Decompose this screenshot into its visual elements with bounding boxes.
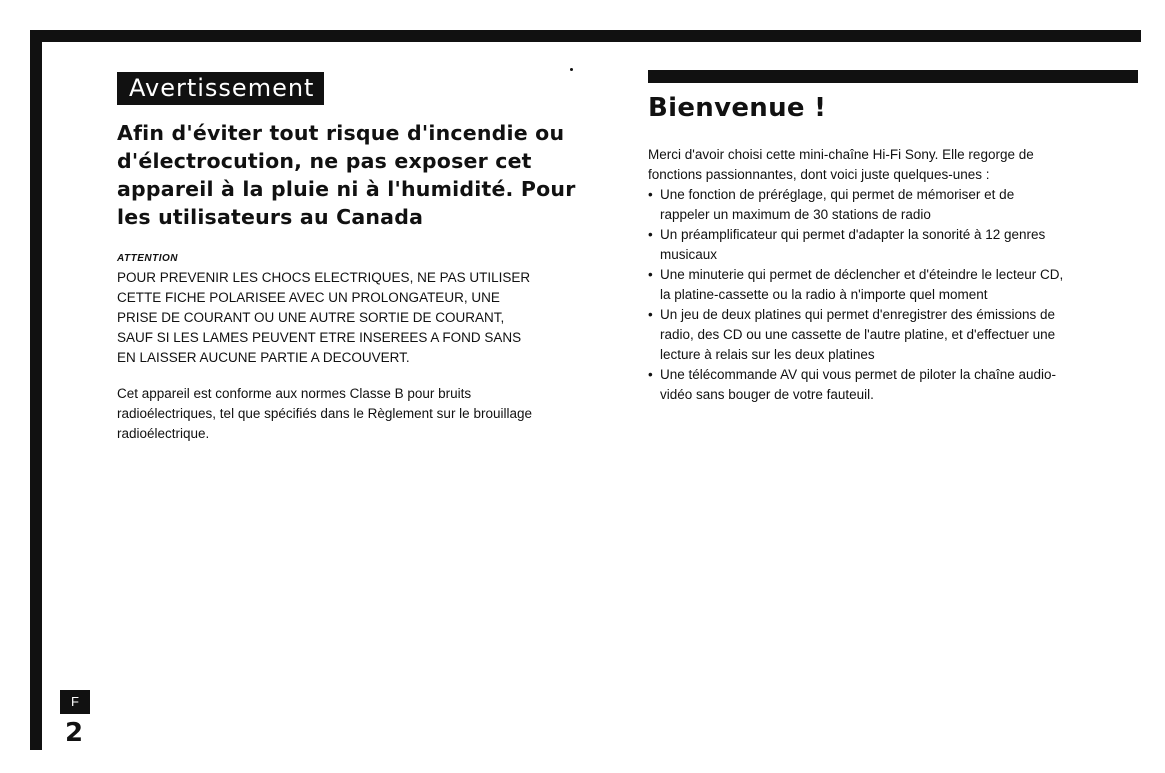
attention-line: SAUF SI LES LAMES PEUVENT ETRE INSEREES A FOND SANS: [117, 330, 522, 345]
attention-line: EN LAISSER AUCUNE PARTIE A DECOUVERT.: [117, 350, 410, 365]
print-speck: [570, 68, 573, 71]
feature-line: Une minuterie qui permet de déclencher et d'éteindre le lecteur CD,: [660, 267, 1064, 282]
intro-line: fonctions passionnantes, dont voici juste quelques-unes :: [648, 167, 990, 182]
feature-line: radio, des CD ou une cassette de l'autre platine, et d'effectuer une: [660, 327, 1056, 342]
attention-line: PRISE DE COURANT OU UNE AUTRE SORTIE DE COURANT,: [117, 310, 505, 325]
feature-line: musicaux: [660, 247, 718, 262]
language-tab: F: [60, 690, 90, 714]
compliance-line: radioélectriques, tel que spécifiés dans le Règlement sur le brouillage: [117, 406, 532, 421]
bullet-icon: •: [648, 307, 653, 322]
bullet-icon: •: [648, 367, 653, 382]
section-label-avertissement: Avertissement: [117, 72, 324, 105]
bullet-icon: •: [648, 227, 653, 242]
feature-list: [648, 185, 1138, 405]
feature-item: [648, 365, 1138, 405]
welcome-header-bar: [648, 70, 1138, 83]
compliance-line: Cet appareil est conforme aux normes Classe B pour bruits: [117, 386, 472, 401]
feature-item: [648, 305, 1138, 365]
intro-line: Merci d'avoir choisi cette mini-chaîne Hi-Fi Sony. Elle regorge de: [648, 147, 1034, 162]
attention-text: [117, 268, 607, 368]
welcome-intro: [648, 145, 1138, 185]
warning-heading: [117, 119, 607, 231]
bullet-icon: •: [648, 187, 653, 202]
feature-line: rappeler un maximum de 30 stations de radio: [660, 207, 931, 222]
feature-item: [648, 185, 1138, 225]
feature-line: la platine-cassette ou la radio à n'importe quel moment: [660, 287, 988, 302]
warning-heading-line: d'électrocution, ne pas exposer cet: [117, 149, 532, 173]
attention-line: POUR PREVENIR LES CHOCS ELECTRIQUES, NE PAS UTILISER: [117, 270, 531, 285]
page-number: 2: [65, 718, 84, 748]
feature-line: Une télécommande AV qui vous permet de piloter la chaîne audio-: [660, 367, 1056, 382]
warning-heading-line: Afin d'éviter tout risque d'incendie ou: [117, 121, 565, 145]
feature-line: vidéo sans bouger de votre fauteuil.: [660, 387, 874, 402]
feature-line: Un jeu de deux platines qui permet d'enregistrer des émissions de: [660, 307, 1056, 322]
feature-item: [648, 225, 1138, 265]
top-border-rule: [30, 30, 1141, 42]
welcome-column: [648, 70, 1138, 405]
left-border-rule: [30, 30, 42, 750]
feature-item: [648, 265, 1138, 305]
warning-column: [117, 72, 607, 444]
attention-label: ATTENTION: [117, 253, 178, 264]
warning-heading-line: les utilisateurs au Canada: [117, 205, 424, 229]
feature-line: Un préamplificateur qui permet d'adapter la sonorité à 12 genres: [660, 227, 1046, 242]
bullet-icon: •: [648, 267, 653, 282]
warning-heading-line: appareil à la pluie ni à l'humidité. Pour: [117, 177, 576, 201]
compliance-line: radioélectrique.: [117, 426, 210, 441]
welcome-title: Bienvenue !: [648, 93, 827, 123]
feature-line: lecture à relais sur les deux platines: [660, 347, 875, 362]
feature-line: Une fonction de préréglage, qui permet de mémoriser et de: [660, 187, 1015, 202]
compliance-text: [117, 384, 607, 444]
attention-line: CETTE FICHE POLARISEE AVEC UN PROLONGATEUR, UNE: [117, 290, 500, 305]
